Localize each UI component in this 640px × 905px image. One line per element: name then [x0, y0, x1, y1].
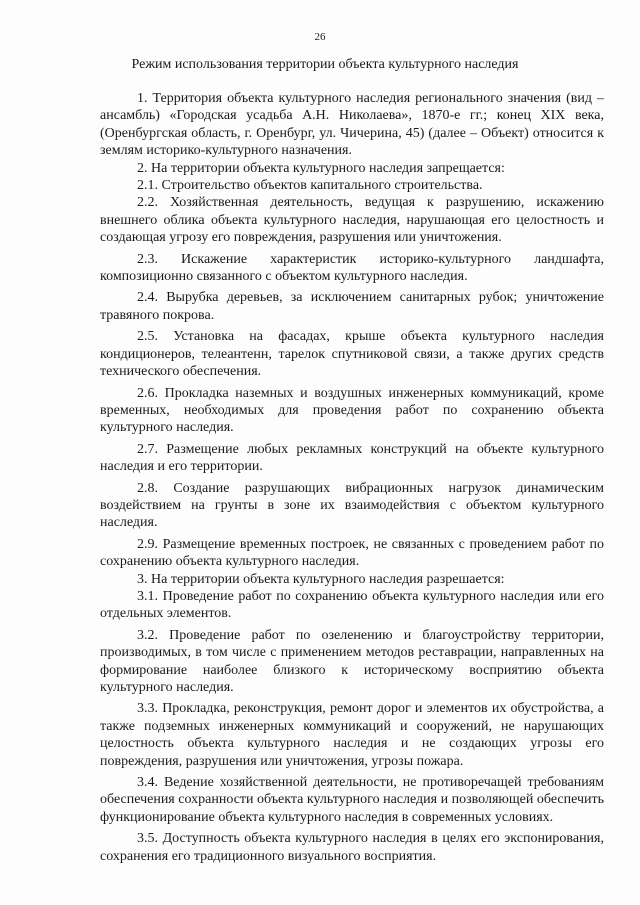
paragraph-2-3: 2.3. Искажение характеристик историко-культурного ландшафта, композиционно связанного с объектом культурного наследия.: [100, 251, 604, 285]
page-number: 26: [314, 31, 326, 43]
paragraph-2-1: 2.1. Строительство объектов капитального строительства.: [137, 178, 483, 194]
document-body: [100, 90, 604, 865]
paragraph-2-7: 2.7. Размещение любых рекламных конструкций на объекте культурного наследия и его территории.: [100, 441, 604, 475]
paragraph-3-4: 3.4. Ведение хозяйственной деятельности, не противоречащей требованиям обеспечения сохранности объекта культурного наследия и позволяющей обеспечить функционирование объекта культурного наследия в современных условиях.: [100, 775, 604, 825]
paragraph-2-9: 2.9. Размещение временных построек, не связанных с проведением работ по сохранению объекта культурного наследия.: [100, 536, 604, 570]
paragraph-2-6: 2.6. Прокладка наземных и воздушных инженерных коммуникаций, кроме временных, необходимых для проведения работ по сохранению объекта культурного наследия.: [100, 385, 604, 436]
document-title: Режим использования территории объекта культурного наследия: [131, 57, 519, 72]
paragraph-2-2: 2.2. Хозяйственная деятельность, ведущая к разрушению, искажению внешнего облика объекта культурного наследия, нарушающая его целостность и создающая угрозу его повреждения, разрушения или уничтожения.: [100, 195, 604, 246]
paragraph-2-5: 2.5. Установка на фасадах, крыше объекта культурного наследия кондиционеров, телеантенн, тарелок спутниковой связи, а также других средств технического обеспечения.: [100, 329, 604, 380]
paragraph-3-5: 3.5. Доступность объекта культурного наследия в целях его экспонирования, сохранения его традиционного визуального восприятия.: [100, 831, 604, 864]
paragraph-3-2: 3.2. Проведение работ по озеленению и благоустройству территории, производимых, в том числе с применением методов реставрации, направленных на формирование наиболее близкого к историческому восприятию объекта культурного наследия.: [100, 627, 604, 695]
paragraph-3-3: 3.3. Прокладка, реконструкция, ремонт дорог и элементов их обустройства, а также подземных инженерных коммуникаций и сооружений, не нарушающих целостность объекта культурного наследия и не создающих угрозы его повреждения, разрушения или уничтожения, угрозы пожара.: [100, 701, 604, 769]
paragraph-3: 3. На территории объекта культурного наследия разрешается:: [137, 571, 505, 587]
paragraph-3-1: 3.1. Проведение работ по сохранению объекта культурного наследия или его отдельных элементов.: [100, 588, 604, 622]
paragraph-1: 1. Территория объекта культурного наследия регионального значения (вид – ансамбль) «Городская усадьба А.Н. Николаева», 1870-е гг.; конец XIX века, (Оренбургская область, г. Оренбург, ул. Чичерина, 45) (далее – Объект) относится к землям историко-культурного назначения.: [100, 91, 604, 159]
paragraph-2-8: 2.8. Создание разрушающих вибрационных нагрузок динамическим воздействием на грунты в зоне их взаимодействия с объектом культурного наследия.: [100, 480, 604, 531]
paragraph-2: 2. На территории объекта культурного наследия запрещается:: [137, 160, 505, 176]
paragraph-2-4: 2.4. Вырубка деревьев, за исключением санитарных рубок; уничтожение травяного покрова.: [100, 290, 604, 323]
